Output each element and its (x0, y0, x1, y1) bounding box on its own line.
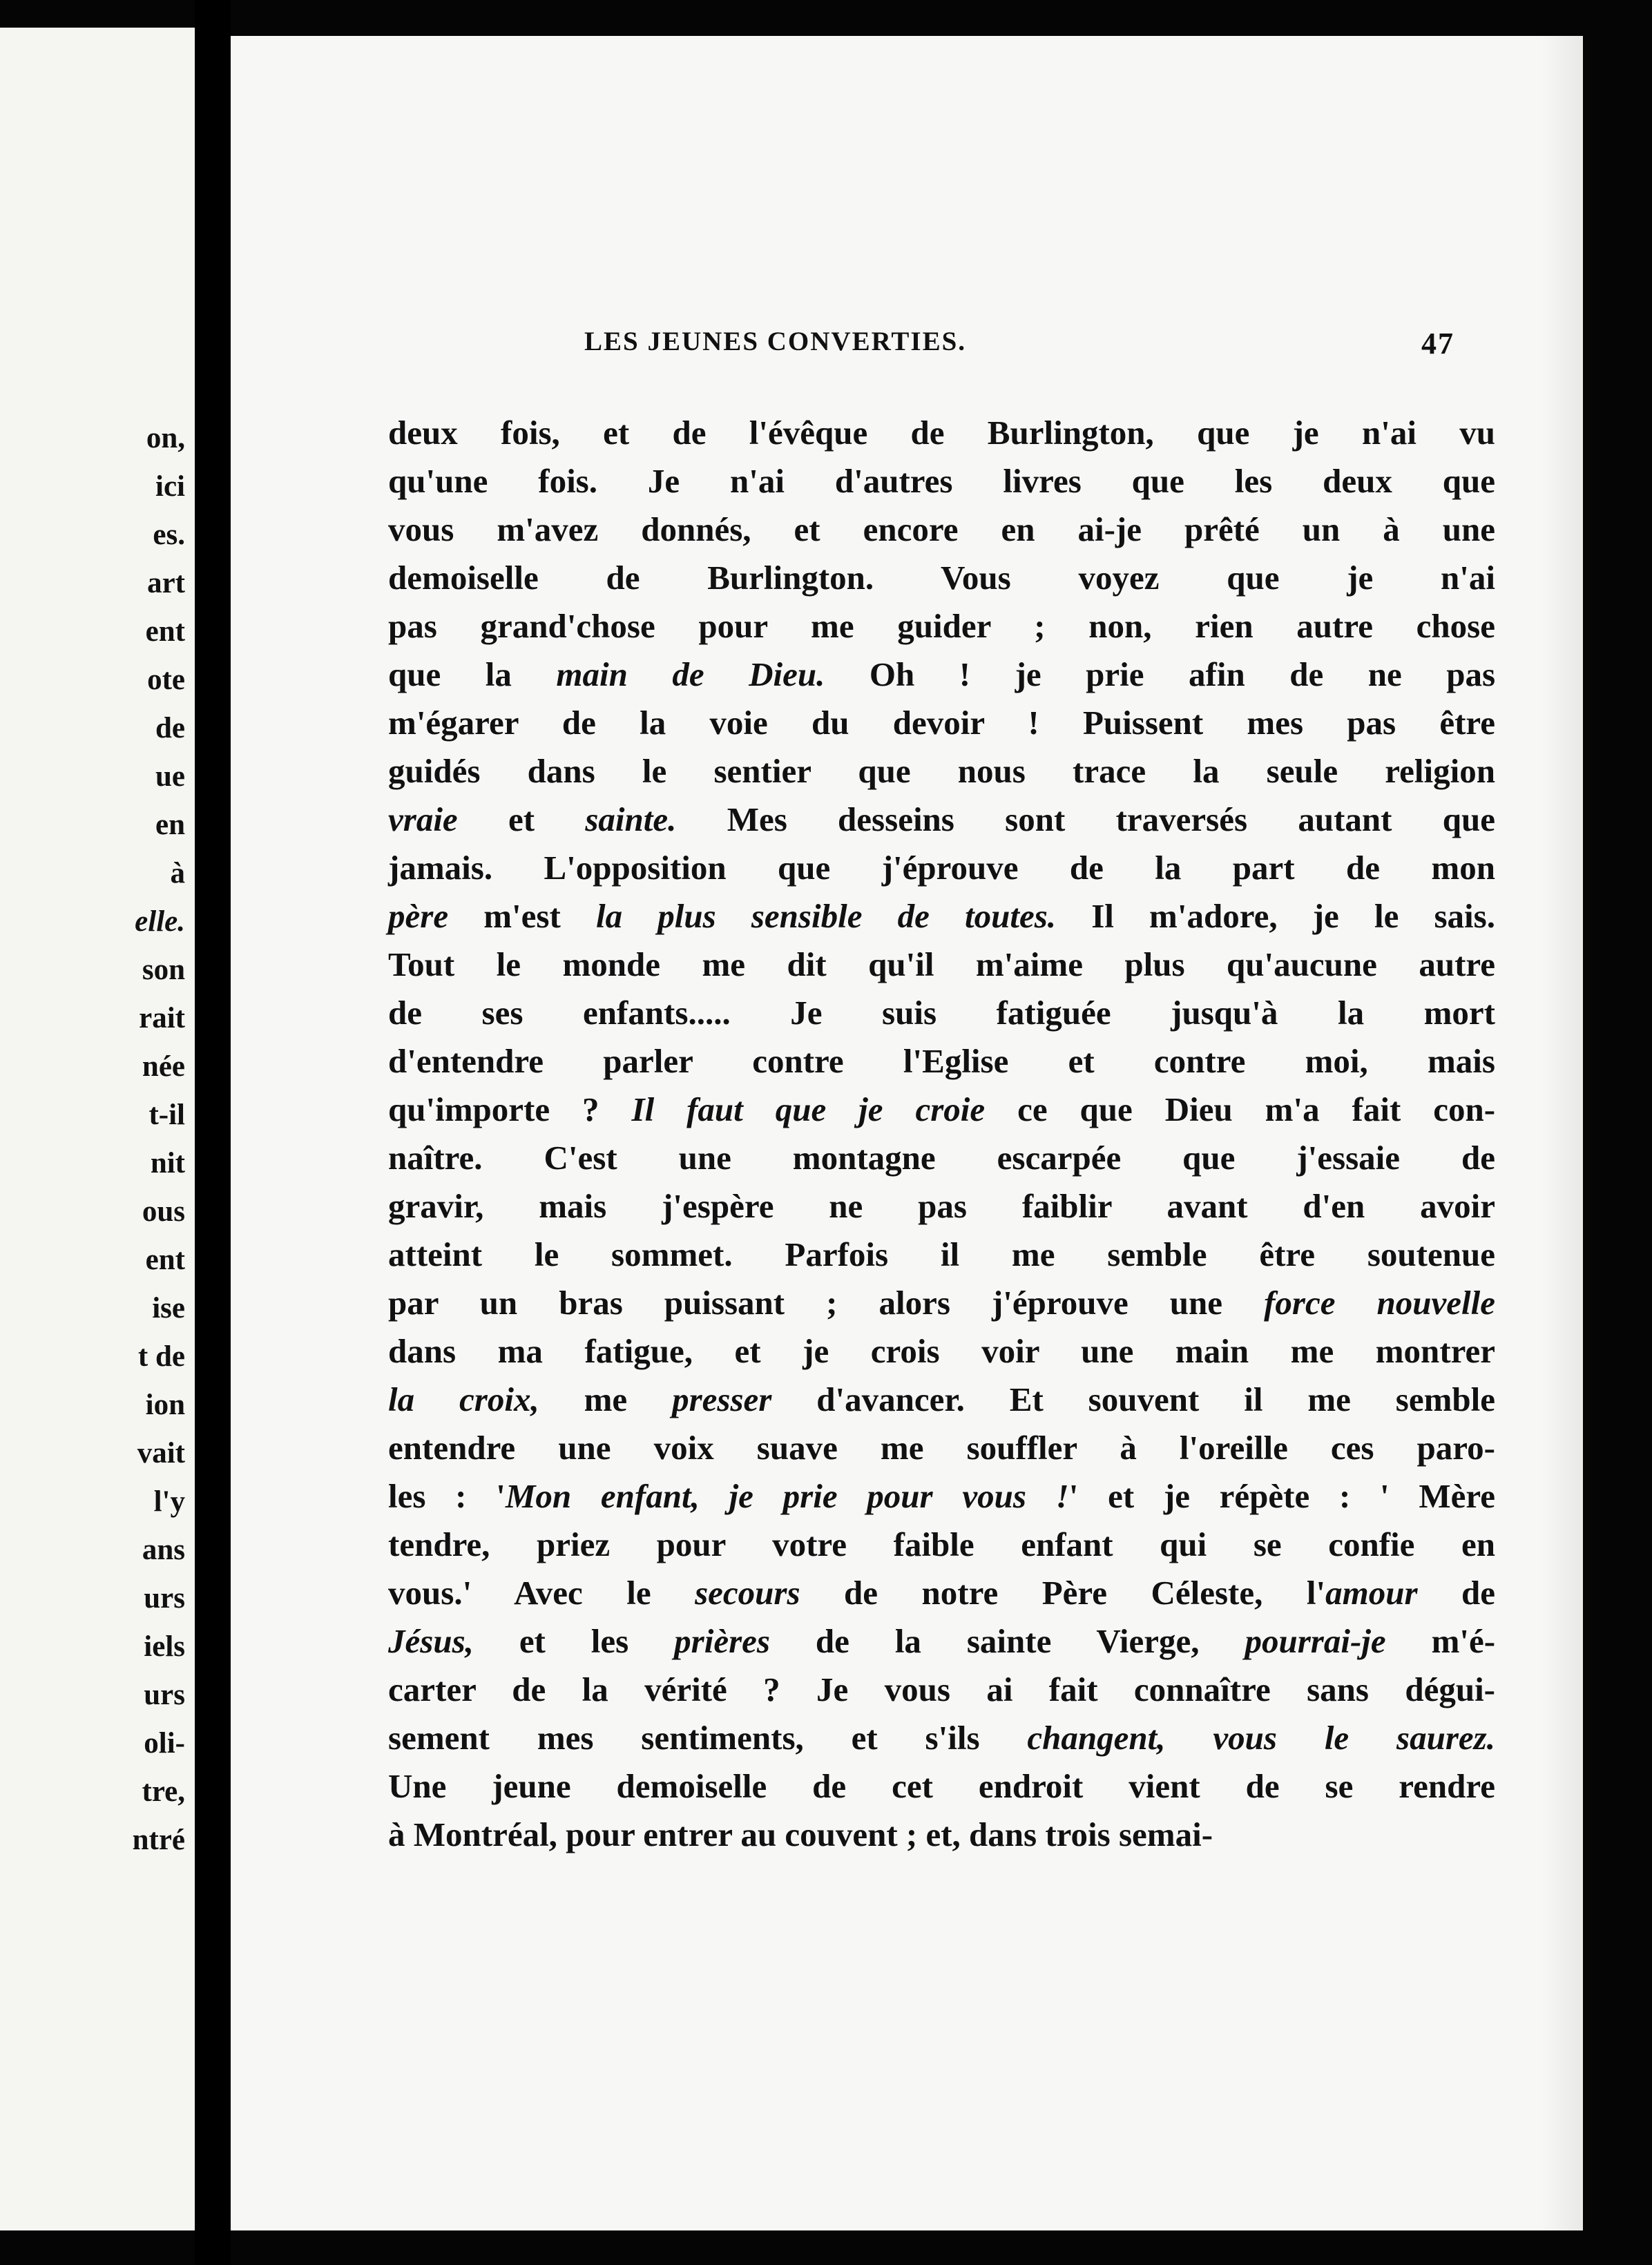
text-run: et (508, 800, 535, 838)
previous-line-end: t de (137, 1340, 185, 1373)
previous-line-end: elle. (135, 905, 185, 938)
text-run: ' et je répète : ' Mère (1068, 1477, 1495, 1515)
text-run: par un bras puissant ; alors j'éprouve une (388, 1284, 1223, 1322)
text-line: de ses enfants..... Je suis fatiguée jusqu'à la mort (388, 994, 1495, 1032)
text-line (388, 1472, 1495, 1521)
book-page (231, 36, 1583, 2230)
text-line: gravir, mais j'espère ne pas faiblir avant d'en avoir (388, 1187, 1495, 1225)
text-run: de (1461, 1574, 1496, 1612)
text-line: entendre une voix suave me souffler à l'oreille ces paro- (388, 1429, 1495, 1467)
previous-line-end: vait (137, 1437, 185, 1469)
text-run: qu'importe ? (388, 1090, 599, 1128)
book-gutter (195, 0, 231, 2265)
text-line (388, 892, 1495, 941)
italic-run: main de Dieu. (556, 655, 825, 693)
previous-line-end: art (147, 567, 185, 599)
previous-line-end: ous (142, 1195, 185, 1228)
italic-run: presser (672, 1380, 772, 1418)
italic-run: la croix, (388, 1380, 539, 1418)
italic-run: Mon enfant, je prie pour vous ! (505, 1477, 1069, 1515)
text-run: Mes desseins sont traversés autant que (727, 800, 1496, 838)
text-run: et les (519, 1622, 629, 1660)
text-run: m'é- (1431, 1622, 1496, 1660)
text-line: vous m'avez donnés, et encore en ai-je prêté un à une (388, 510, 1495, 548)
text-line: demoiselle de Burlington. Vous voyez que je n'ai (388, 559, 1495, 597)
previous-line-end: ion (145, 1389, 185, 1421)
text-line: m'égarer de la voie du devoir ! Puissent mes pas être (388, 704, 1495, 742)
italic-run: changent, vous le saurez. (1027, 1719, 1495, 1757)
text-run: ce que Dieu m'a fait con- (1017, 1090, 1496, 1128)
previous-line-end: rait (139, 1002, 185, 1034)
text-line: d'entendre parler contre l'Eglise et contre moi, mais (388, 1042, 1495, 1080)
text-run: sement mes sentiments, et s'ils (388, 1719, 980, 1757)
italic-run: Il faut que je croie (631, 1090, 986, 1128)
previous-line-end: de (155, 712, 185, 744)
running-title: LES JEUNES CONVERTIES. (584, 327, 967, 356)
italic-run: force nouvelle (1264, 1284, 1496, 1322)
text-line: naître. C'est une montagne escarpée que j'essaie de (388, 1139, 1495, 1177)
previous-line-end: ans (142, 1534, 185, 1566)
previous-line-end: son (142, 954, 185, 986)
previous-line-end: en (155, 809, 185, 841)
text-line (388, 1569, 1495, 1617)
page-edge-shadow (1541, 36, 1583, 2230)
italic-run: père (388, 897, 449, 935)
italic-run: vraie (388, 800, 458, 838)
text-run: me (584, 1380, 628, 1418)
text-line (388, 650, 1495, 699)
previous-line-end: ntré (132, 1824, 185, 1856)
text-run: les : ' (388, 1477, 506, 1515)
italic-run: secours (695, 1574, 800, 1612)
previous-line-end: ise (152, 1292, 185, 1324)
previous-page-edge (0, 28, 195, 2230)
page-number: 47 (1421, 327, 1454, 360)
text-line: pas grand'chose pour me guider ; non, rien autre chose (388, 607, 1495, 645)
previous-line-end: ent (145, 615, 185, 648)
text-line: jamais. L'opposition que j'éprouve de la part de mon (388, 849, 1495, 887)
text-line: guidés dans le sentier que nous trace la seule religion (388, 752, 1495, 790)
text-run: de notre Père Céleste, l' (844, 1574, 1326, 1612)
text-line (388, 1086, 1495, 1134)
previous-line-end: urs (144, 1582, 185, 1615)
text-line (388, 1376, 1495, 1424)
previous-line-end: oli- (144, 1727, 185, 1760)
text-line: carter de la vérité ? Je vous ai fait connaître sans dégui- (388, 1670, 1495, 1708)
text-line: deux fois, et de l'évêque de Burlington, que je n'ai vu (388, 414, 1495, 452)
body-text (388, 409, 1495, 1859)
italic-run: Jésus, (388, 1622, 474, 1660)
text-line: tendre, priez pour votre faible enfant qui se confie en (388, 1525, 1495, 1563)
text-line (388, 1714, 1495, 1762)
previous-line-end: ote (147, 664, 185, 696)
text-run: de la sainte Vierge, (815, 1622, 1200, 1660)
italic-run: la plus sensible de toutes. (595, 897, 1057, 935)
text-run: m'est (483, 897, 561, 935)
previous-line-end: t-il (148, 1099, 185, 1131)
previous-line-end: nit (150, 1147, 185, 1179)
text-line: Tout le monde me dit qu'il m'aime plus qu'aucune autre (388, 945, 1495, 983)
text-line: à Montréal, pour entrer au couvent ; et, dans trois semai- (388, 1815, 1213, 1853)
previous-line-end: l'y (153, 1485, 185, 1518)
previous-line-end: née (142, 1050, 185, 1083)
previous-line-end: ent (145, 1244, 185, 1276)
italic-run: sainte. (585, 800, 677, 838)
italic-run: amour (1325, 1574, 1418, 1612)
previous-line-end: à (170, 857, 185, 889)
text-run: d'avancer. Et souvent il me semble (816, 1380, 1496, 1418)
text-line (388, 1617, 1495, 1666)
text-line (388, 1279, 1495, 1327)
text-line: Une jeune demoiselle de cet endroit vient de se rendre (388, 1767, 1495, 1805)
running-header (391, 326, 1454, 374)
text-line: qu'une fois. Je n'ai d'autres livres que les deux que (388, 462, 1495, 500)
previous-line-end: ici (155, 470, 185, 503)
italic-run: pourrai-je (1245, 1622, 1386, 1660)
previous-line-end: iels (144, 1630, 185, 1663)
text-run: Oh ! je prie afin de ne pas (869, 655, 1496, 693)
text-line: atteint le sommet. Parfois il me semble être soutenue (388, 1235, 1495, 1273)
text-line (388, 796, 1495, 844)
previous-line-end: ue (155, 760, 185, 793)
text-run: Il m'adore, je le sais. (1091, 897, 1495, 935)
text-line: dans ma fatigue, et je crois voir une main me montrer (388, 1332, 1495, 1370)
previous-page-line-endings (19, 414, 185, 1864)
previous-line-end: on, (146, 422, 185, 454)
previous-line-end: es. (153, 519, 185, 551)
previous-line-end: tre, (142, 1775, 185, 1808)
previous-line-end: urs (144, 1679, 185, 1711)
text-run: que la (388, 655, 512, 693)
italic-run: prières (674, 1622, 770, 1660)
text-run: vous.' Avec le (388, 1574, 651, 1612)
